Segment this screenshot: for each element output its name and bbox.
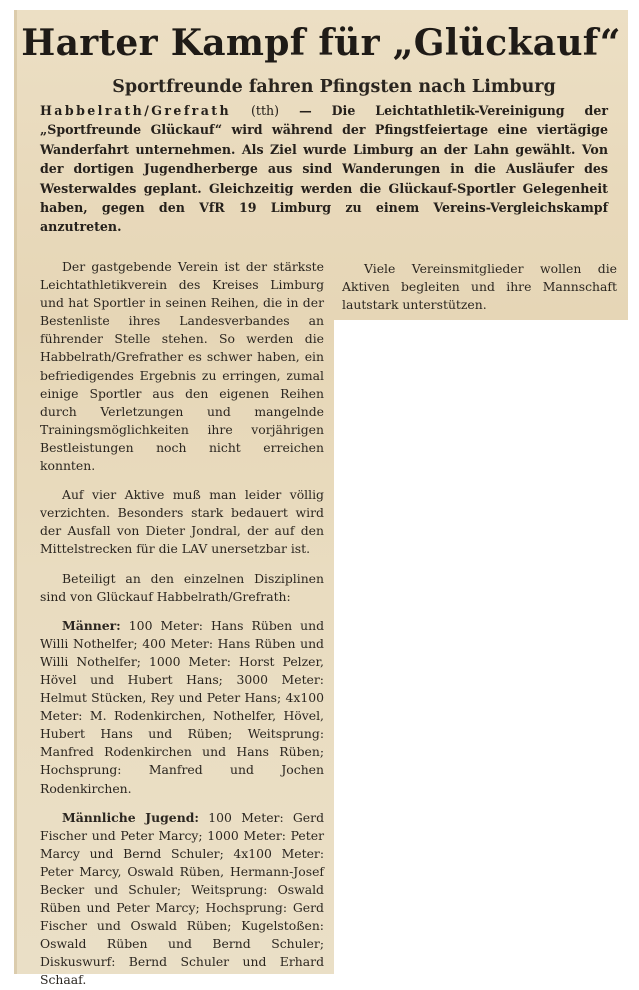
subheadline: Sportfreunde fahren Pfingsten nach Limburg [112,77,556,97]
youth-label: Männliche Jugend: [62,809,199,825]
paragraph-youth [40,809,324,990]
paragraph-men [40,617,324,798]
lead-text: — Die Leichtathletik-Vereinigung der „Sportfreunde Glückauf“ wird während der Pfingstfeiertage eine viertägige Wanderfahrt unternehmen. Als Ziel wurde Limburg an der Lahn gewählt. Von der dortigen Jugendherberge aus sind Wanderungen in die Ausläufer des Westerwaldes geplant. Gleichzeitig werden die Glückauf-Sportler Gelegenheit haben, gegen den VfR 19 Limburg zu einem Vereins-Vergleichskampf anzutreten. [40,103,609,235]
paragraph-host-club: Der gastgebende Verein ist der stärkste Leichtathletikverein des Kreises Limburg und hat Sportler in seinen Reihen, die in der Bestenliste ihres Landesverbandes an führender Stelle stehen. So werden die Habbelrath/Grefrather es schwer haben, ein befriedigendes Ergebnis zu erringen, zumal einige Sportler aus den eigenen Reihen durch Verletzungen und mangelnde Trainingsmöglichkeiten ihre vorjährigen Bestleistungen noch nicht erreichen konnten. [40,259,324,474]
dateline: Habbelrath/Grefrath [40,103,232,118]
left-column [40,258,324,990]
paragraph-participants: Beteiligt an den einzelnen Disziplinen sind von Glückauf Habbelrath/Grefrath: [40,570,324,604]
youth-text: 100 Meter: Gerd Fischer und Peter Marcy; 1000 Meter: Peter Marcy und Bernd Schuler; 4x100 Meter: Peter Marcy, Oswald Rüben, Hermann-Josef Becker und Schuler; Weitsprung: Oswald Rüben und Peter Marcy; Hochsprung: Gerd Fischer und Oswald Rüben; Kugelstoßen: Oswald Rüben und Bernd Schuler; Diskuswurf: Bernd Schuler und Erhard Schaaf. [40,809,324,988]
headline: Harter Kampf für „Glückauf“ [21,22,621,64]
men-text: 100 Meter: Hans Rüben und Willi Nothelfer; 400 Meter: Hans Rüben und Willi Nothelfer; 1000 Meter: Horst Pelzer, Hövel und Hubert Hans; 3000 Meter: Helmut Stücken, Rey und Peter Hans; 4x100 Meter: M. Rodenkirchen, Nothelfer, Hövel, Hubert Hans und Rüben; Weitsprung: Manfred Rodenkirchen und Hans Rüben; Hochsprung: Manfred und Jochen Rodenkirchen. [40,617,324,796]
paragraph-injuries: Auf vier Aktive muß man leider völlig verzichten. Besonders stark bedauert wird der Ausfall von Dieter Jondral, der auf den Mittelstrecken für die LAV unersetzbar ist. [40,487,324,557]
right-column [342,260,617,314]
men-label: Männer: [62,617,121,633]
byline: (tth) [251,103,280,118]
clipping-edge [14,10,17,974]
lead-paragraph [40,101,608,237]
paragraph-supporters: Viele Vereinsmitglieder wollen die Aktiven begleiten und ihre Mannschaft lautstark unterstützen. [342,261,617,313]
